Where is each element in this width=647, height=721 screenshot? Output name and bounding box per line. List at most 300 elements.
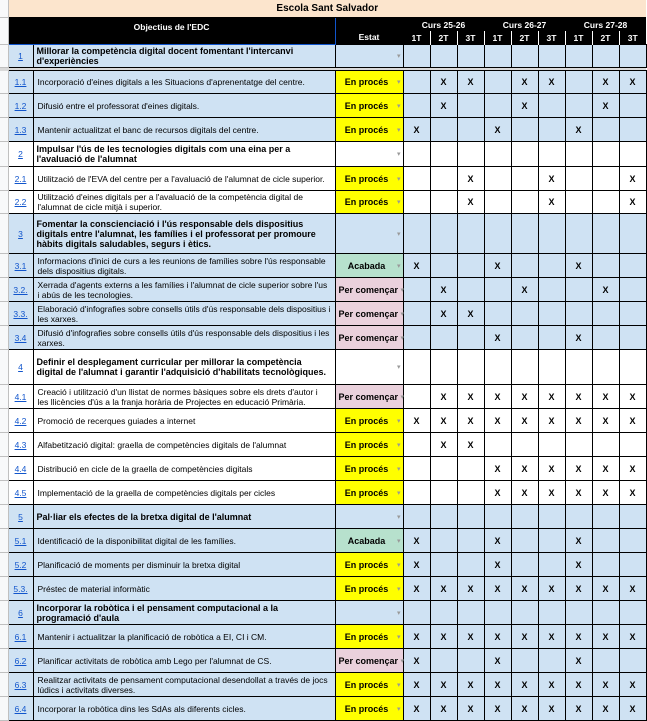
row-header[interactable] (0, 142, 8, 167)
quarter-mark-cell[interactable]: X (592, 481, 619, 505)
quarter-mark-cell[interactable] (403, 505, 430, 529)
quarter-mark-cell[interactable] (592, 529, 619, 553)
quarter-mark-cell[interactable] (565, 302, 592, 326)
item-number-link[interactable]: 6 (18, 607, 23, 618)
quarter-mark-cell[interactable] (457, 350, 484, 385)
item-number-link[interactable]: 6.4 (14, 703, 27, 714)
status-dropdown[interactable] (335, 697, 403, 721)
item-number-link[interactable]: 1 (18, 51, 23, 61)
quarter-mark-cell[interactable]: X (592, 71, 619, 94)
status-dropdown[interactable] (335, 457, 403, 481)
quarter-mark-cell[interactable] (592, 553, 619, 577)
quarter-mark-cell[interactable] (511, 118, 538, 142)
quarter-mark-cell[interactable]: X (565, 457, 592, 481)
quarter-mark-cell[interactable]: X (403, 697, 430, 721)
quarter-mark-cell[interactable] (457, 118, 484, 142)
quarter-mark-cell[interactable]: X (619, 457, 646, 481)
item-description[interactable]: Identificació de la disponibilitat digital de les famílies. (33, 529, 335, 553)
row-header[interactable] (0, 385, 8, 409)
quarter-mark-cell[interactable] (511, 649, 538, 673)
quarter-mark-cell[interactable] (484, 433, 511, 457)
quarter-mark-cell[interactable] (484, 350, 511, 385)
quarter-mark-cell[interactable]: X (538, 457, 565, 481)
quarter-mark-cell[interactable]: X (592, 385, 619, 409)
item-description[interactable]: Fomentar la conscienciació i l'ús responsable dels dispositius digitals entre l'alumnat, les famílies i el professorat per promoure hàbits digitals saludables, segurs i ètics. (33, 214, 335, 254)
quarter-mark-cell[interactable] (457, 326, 484, 350)
dropdown-arrow-icon[interactable]: ▾ (400, 657, 405, 665)
item-description[interactable]: Informacions d'inici de curs a les reunions de famílies sobre l'ús responsable dels dispositius digitals. (33, 254, 335, 278)
status-dropdown[interactable] (335, 625, 403, 649)
quarter-mark-cell[interactable] (511, 191, 538, 214)
quarter-mark-cell[interactable] (538, 214, 565, 254)
item-number-link[interactable]: 5.3. (13, 583, 28, 594)
quarter-mark-cell[interactable]: X (619, 71, 646, 94)
quarter-mark-cell[interactable] (403, 142, 430, 167)
quarter-mark-cell[interactable] (403, 326, 430, 350)
dropdown-arrow-icon[interactable]: ▾ (396, 585, 401, 593)
quarter-mark-cell[interactable]: X (430, 302, 457, 326)
quarter-mark-cell[interactable]: X (430, 71, 457, 94)
quarter-mark-cell[interactable]: X (511, 385, 538, 409)
quarter-mark-cell[interactable]: X (403, 673, 430, 697)
quarter-mark-cell[interactable] (484, 45, 511, 68)
quarter-mark-cell[interactable] (565, 167, 592, 191)
item-number-link[interactable]: 4.5 (14, 487, 27, 498)
quarter-mark-cell[interactable] (619, 601, 646, 625)
quarter-mark-cell[interactable]: X (538, 385, 565, 409)
status-dropdown[interactable] (335, 673, 403, 697)
quarter-mark-cell[interactable]: X (430, 385, 457, 409)
quarter-mark-cell[interactable] (565, 433, 592, 457)
quarter-mark-cell[interactable]: X (430, 409, 457, 433)
status-dropdown[interactable] (335, 278, 403, 302)
quarter-mark-cell[interactable] (565, 505, 592, 529)
quarter-mark-cell[interactable] (430, 142, 457, 167)
quarter-mark-cell[interactable] (457, 649, 484, 673)
quarter-mark-cell[interactable]: X (511, 71, 538, 94)
item-number-link[interactable]: 3.2. (13, 284, 28, 295)
quarter-mark-cell[interactable] (430, 45, 457, 68)
quarter-mark-cell[interactable]: X (511, 481, 538, 505)
quarter-mark-cell[interactable] (592, 118, 619, 142)
dropdown-arrow-icon[interactable]: ▾ (396, 681, 401, 689)
row-header[interactable] (0, 697, 8, 721)
row-header[interactable] (0, 625, 8, 649)
item-description[interactable]: Alfabetització digital: graella de competències digitals de l'alumnat (33, 433, 335, 457)
row-header[interactable] (0, 191, 8, 214)
quarter-mark-cell[interactable]: X (538, 409, 565, 433)
dropdown-arrow-icon[interactable]: ▾ (396, 230, 401, 238)
quarter-mark-cell[interactable]: X (457, 673, 484, 697)
quarter-mark-cell[interactable] (538, 254, 565, 278)
item-description[interactable]: Utilització de l'EVA del centre per a l'avaluació de l'alumnat de cicle superior. (33, 167, 335, 191)
quarter-mark-cell[interactable]: X (565, 118, 592, 142)
quarter-mark-cell[interactable] (538, 505, 565, 529)
quarter-mark-cell[interactable]: X (484, 529, 511, 553)
status-dropdown[interactable] (335, 45, 403, 68)
quarter-mark-cell[interactable] (565, 45, 592, 68)
status-dropdown[interactable] (335, 71, 403, 94)
quarter-mark-cell[interactable] (619, 94, 646, 118)
row-header[interactable] (0, 71, 8, 94)
quarter-mark-cell[interactable] (403, 433, 430, 457)
dropdown-arrow-icon[interactable]: ▾ (396, 262, 401, 270)
quarter-mark-cell[interactable] (457, 254, 484, 278)
item-number-link[interactable]: 2.1 (14, 173, 27, 184)
row-header[interactable] (0, 254, 8, 278)
quarter-mark-cell[interactable]: X (430, 697, 457, 721)
quarter-mark-cell[interactable]: X (457, 302, 484, 326)
quarter-mark-cell[interactable]: X (565, 481, 592, 505)
quarter-mark-cell[interactable] (538, 326, 565, 350)
quarter-mark-cell[interactable] (484, 302, 511, 326)
item-number-link[interactable]: 5.2 (14, 559, 27, 570)
item-description[interactable]: Implementació de la graella de competències digitals per cicles (33, 481, 335, 505)
quarter-mark-cell[interactable] (619, 649, 646, 673)
quarter-mark-cell[interactable] (619, 302, 646, 326)
quarter-mark-cell[interactable] (538, 118, 565, 142)
row-header[interactable] (0, 302, 8, 326)
quarter-mark-cell[interactable] (565, 191, 592, 214)
row-header[interactable] (0, 577, 8, 601)
quarter-mark-cell[interactable]: X (403, 118, 430, 142)
quarter-mark-cell[interactable]: X (592, 697, 619, 721)
quarter-mark-cell[interactable]: X (592, 278, 619, 302)
quarter-mark-cell[interactable] (403, 385, 430, 409)
quarter-mark-cell[interactable]: X (457, 167, 484, 191)
quarter-mark-cell[interactable]: X (484, 673, 511, 697)
status-dropdown[interactable] (335, 649, 403, 673)
quarter-mark-cell[interactable]: X (592, 673, 619, 697)
quarter-mark-cell[interactable]: X (565, 673, 592, 697)
dropdown-arrow-icon[interactable]: ▾ (396, 465, 401, 473)
quarter-mark-cell[interactable] (592, 142, 619, 167)
quarter-mark-cell[interactable] (403, 350, 430, 385)
quarter-mark-cell[interactable] (403, 167, 430, 191)
quarter-mark-cell[interactable] (619, 350, 646, 385)
item-description[interactable]: Definir el desplegament curricular per millorar la competència digital de l'alumnat i garantir l'adquisició d'habilitats tecnològiques. (33, 350, 335, 385)
quarter-mark-cell[interactable] (403, 457, 430, 481)
quarter-mark-cell[interactable] (538, 529, 565, 553)
quarter-mark-cell[interactable]: X (457, 191, 484, 214)
quarter-mark-cell[interactable] (511, 302, 538, 326)
quarter-mark-cell[interactable]: X (619, 673, 646, 697)
status-dropdown[interactable] (335, 553, 403, 577)
quarter-mark-cell[interactable]: X (484, 649, 511, 673)
dropdown-arrow-icon[interactable]: ▾ (400, 334, 405, 342)
quarter-mark-cell[interactable]: X (511, 673, 538, 697)
row-header[interactable] (0, 457, 8, 481)
item-description[interactable]: Utilització d'eines digitals per a l'avaluació de la competència digital de l'alumnat de cicle mitjà i superior. (33, 191, 335, 214)
status-dropdown[interactable] (335, 433, 403, 457)
quarter-mark-cell[interactable]: X (511, 409, 538, 433)
row-header[interactable] (0, 167, 8, 191)
quarter-mark-cell[interactable] (592, 601, 619, 625)
quarter-mark-cell[interactable]: X (538, 697, 565, 721)
quarter-mark-cell[interactable] (511, 142, 538, 167)
quarter-mark-cell[interactable]: X (511, 625, 538, 649)
status-dropdown[interactable] (335, 254, 403, 278)
quarter-mark-cell[interactable] (565, 350, 592, 385)
row-header[interactable] (0, 45, 8, 68)
dropdown-arrow-icon[interactable]: ▾ (396, 79, 401, 86)
dropdown-arrow-icon[interactable]: ▾ (396, 151, 401, 158)
quarter-mark-cell[interactable]: X (511, 697, 538, 721)
quarter-mark-cell[interactable] (430, 350, 457, 385)
item-description[interactable]: Realitzar activitats de pensament computacional desendollat a través de jocs lúdics i activitats diverses. (33, 673, 335, 697)
quarter-mark-cell[interactable] (457, 94, 484, 118)
quarter-mark-cell[interactable]: X (511, 577, 538, 601)
quarter-mark-cell[interactable] (511, 254, 538, 278)
quarter-mark-cell[interactable] (403, 45, 430, 68)
status-dropdown[interactable] (335, 350, 403, 385)
quarter-mark-cell[interactable]: X (619, 167, 646, 191)
row-header[interactable] (0, 214, 8, 254)
dropdown-arrow-icon[interactable]: ▾ (396, 199, 401, 206)
dropdown-arrow-icon[interactable]: ▾ (396, 633, 401, 641)
dropdown-arrow-icon[interactable]: ▾ (396, 537, 401, 545)
quarter-mark-cell[interactable] (592, 350, 619, 385)
quarter-mark-cell[interactable] (619, 278, 646, 302)
quarter-mark-cell[interactable] (403, 214, 430, 254)
quarter-mark-cell[interactable] (619, 45, 646, 68)
quarter-mark-cell[interactable] (565, 601, 592, 625)
quarter-mark-cell[interactable]: X (565, 385, 592, 409)
quarter-mark-cell[interactable] (430, 649, 457, 673)
quarter-mark-cell[interactable]: X (565, 577, 592, 601)
quarter-mark-cell[interactable] (484, 191, 511, 214)
quarter-mark-cell[interactable] (538, 553, 565, 577)
quarter-mark-cell[interactable] (457, 214, 484, 254)
item-description[interactable]: Difusió entre el professorat d'eines digitals. (33, 94, 335, 118)
quarter-mark-cell[interactable]: X (565, 553, 592, 577)
quarter-mark-cell[interactable]: X (565, 697, 592, 721)
dropdown-arrow-icon[interactable]: ▾ (396, 175, 401, 183)
quarter-mark-cell[interactable] (592, 167, 619, 191)
quarter-mark-cell[interactable] (538, 649, 565, 673)
quarter-mark-cell[interactable] (592, 191, 619, 214)
quarter-mark-cell[interactable] (403, 601, 430, 625)
quarter-mark-cell[interactable] (511, 529, 538, 553)
quarter-mark-cell[interactable] (430, 601, 457, 625)
row-header[interactable] (0, 0, 8, 18)
item-number-link[interactable]: 4.4 (14, 463, 27, 474)
status-dropdown[interactable] (335, 409, 403, 433)
item-description[interactable]: Impulsar l'ús de les tecnologies digitals com una eina per a l'avaluació de l'alumnat (33, 142, 335, 167)
quarter-mark-cell[interactable]: X (403, 254, 430, 278)
quarter-mark-cell[interactable]: X (619, 577, 646, 601)
status-dropdown[interactable] (335, 118, 403, 142)
quarter-mark-cell[interactable]: X (619, 697, 646, 721)
quarter-mark-cell[interactable] (430, 191, 457, 214)
quarter-mark-cell[interactable] (592, 214, 619, 254)
item-number-link[interactable]: 6.3 (14, 679, 27, 690)
status-dropdown[interactable] (335, 505, 403, 529)
quarter-mark-cell[interactable] (538, 601, 565, 625)
dropdown-arrow-icon[interactable]: ▾ (396, 102, 401, 110)
quarter-mark-cell[interactable]: X (484, 457, 511, 481)
item-number-link[interactable]: 4.3 (14, 439, 27, 450)
item-number-link[interactable]: 5.1 (14, 535, 27, 546)
quarter-mark-cell[interactable]: X (565, 326, 592, 350)
quarter-mark-cell[interactable]: X (484, 481, 511, 505)
item-number-link[interactable]: 4.1 (14, 391, 27, 402)
item-description[interactable]: Incorporar la robòtica dins les SdAs als diferents cicles. (33, 697, 335, 721)
status-dropdown[interactable] (335, 481, 403, 505)
item-description[interactable]: Mantenir i actualitzar la planificació de robòtica a EI, CI i CM. (33, 625, 335, 649)
quarter-mark-cell[interactable]: X (538, 577, 565, 601)
quarter-mark-cell[interactable] (619, 529, 646, 553)
item-number-link[interactable]: 6.2 (14, 655, 27, 666)
item-description[interactable]: Creació i utilització d'un llistat de normes bàsiques sobre els drets d'autor i les llicències d'ús a la franja horària de Projectes en educació Primària. (33, 385, 335, 409)
quarter-mark-cell[interactable]: X (457, 577, 484, 601)
quarter-mark-cell[interactable] (403, 278, 430, 302)
quarter-mark-cell[interactable] (592, 433, 619, 457)
row-header[interactable] (0, 505, 8, 529)
item-description[interactable]: Mantenir actualitzat el banc de recursos digitals del centre. (33, 118, 335, 142)
item-number-link[interactable]: 6.1 (14, 631, 27, 642)
quarter-mark-cell[interactable] (457, 601, 484, 625)
quarter-mark-cell[interactable] (619, 254, 646, 278)
quarter-mark-cell[interactable]: X (403, 577, 430, 601)
quarter-mark-cell[interactable] (430, 326, 457, 350)
row-header[interactable] (0, 433, 8, 457)
quarter-mark-cell[interactable] (484, 278, 511, 302)
dropdown-arrow-icon[interactable]: ▾ (400, 310, 405, 318)
quarter-mark-cell[interactable]: X (538, 481, 565, 505)
item-number-link[interactable]: 2 (18, 149, 23, 159)
item-number-link[interactable]: 3.3. (13, 308, 28, 319)
quarter-mark-cell[interactable] (538, 278, 565, 302)
quarter-mark-cell[interactable] (484, 505, 511, 529)
quarter-mark-cell[interactable] (457, 553, 484, 577)
quarter-mark-cell[interactable]: X (619, 625, 646, 649)
quarter-mark-cell[interactable]: X (484, 553, 511, 577)
quarter-mark-cell[interactable]: X (565, 625, 592, 649)
item-description[interactable]: Distribució en cicle de la graella de competències digitals (33, 457, 335, 481)
dropdown-arrow-icon[interactable]: ▾ (396, 441, 401, 449)
quarter-mark-cell[interactable] (511, 433, 538, 457)
item-description[interactable]: Planificació de moments per disminuir la bretxa digital (33, 553, 335, 577)
quarter-mark-cell[interactable] (538, 350, 565, 385)
dropdown-arrow-icon[interactable]: ▾ (400, 286, 405, 294)
dropdown-arrow-icon[interactable]: ▾ (396, 561, 401, 569)
quarter-mark-cell[interactable]: X (592, 409, 619, 433)
row-header[interactable] (0, 18, 8, 45)
quarter-mark-cell[interactable] (457, 457, 484, 481)
quarter-mark-cell[interactable] (430, 254, 457, 278)
status-dropdown[interactable] (335, 191, 403, 214)
quarter-mark-cell[interactable] (592, 45, 619, 68)
quarter-mark-cell[interactable]: X (484, 118, 511, 142)
quarter-mark-cell[interactable] (511, 553, 538, 577)
quarter-mark-cell[interactable]: X (538, 191, 565, 214)
quarter-mark-cell[interactable] (484, 214, 511, 254)
quarter-mark-cell[interactable] (430, 529, 457, 553)
quarter-mark-cell[interactable] (538, 45, 565, 68)
item-description[interactable]: Incorporar la robòtica i el pensament computacional a la programació d'aula (33, 601, 335, 625)
quarter-mark-cell[interactable] (538, 142, 565, 167)
quarter-mark-cell[interactable]: X (430, 94, 457, 118)
quarter-mark-cell[interactable]: X (430, 278, 457, 302)
quarter-mark-cell[interactable] (511, 326, 538, 350)
quarter-mark-cell[interactable] (592, 254, 619, 278)
quarter-mark-cell[interactable]: X (430, 577, 457, 601)
quarter-mark-cell[interactable]: X (457, 433, 484, 457)
dropdown-arrow-icon[interactable]: ▾ (396, 513, 401, 521)
quarter-mark-cell[interactable] (403, 191, 430, 214)
item-description[interactable]: Promoció de recerques guiades a internet (33, 409, 335, 433)
row-header[interactable] (0, 481, 8, 505)
quarter-mark-cell[interactable]: X (619, 191, 646, 214)
quarter-mark-cell[interactable]: X (592, 94, 619, 118)
quarter-mark-cell[interactable]: X (430, 673, 457, 697)
quarter-mark-cell[interactable] (538, 302, 565, 326)
quarter-mark-cell[interactable]: X (457, 625, 484, 649)
quarter-mark-cell[interactable]: X (592, 625, 619, 649)
row-header[interactable] (0, 673, 8, 697)
quarter-mark-cell[interactable]: X (538, 71, 565, 94)
status-dropdown[interactable] (335, 601, 403, 625)
dropdown-arrow-icon[interactable]: ▾ (396, 489, 401, 497)
quarter-mark-cell[interactable] (592, 505, 619, 529)
quarter-mark-cell[interactable] (457, 481, 484, 505)
quarter-mark-cell[interactable]: X (484, 577, 511, 601)
item-description[interactable]: Elaboració d'infografies sobre consells útils d'ús responsable dels dispositius i les xarxes. (33, 302, 335, 326)
item-number-link[interactable]: 2.2 (14, 197, 27, 207)
quarter-mark-cell[interactable] (430, 481, 457, 505)
item-description[interactable]: Difusió d'infografies sobre consells útils d'ús responsable dels dispositius i les xarxes. (33, 326, 335, 350)
status-dropdown[interactable] (335, 326, 403, 350)
row-header[interactable] (0, 649, 8, 673)
quarter-mark-cell[interactable] (430, 167, 457, 191)
quarter-mark-cell[interactable] (511, 167, 538, 191)
item-number-link[interactable]: 1.1 (14, 77, 27, 87)
status-dropdown[interactable] (335, 385, 403, 409)
status-dropdown[interactable] (335, 214, 403, 254)
quarter-mark-cell[interactable]: X (592, 457, 619, 481)
row-header[interactable] (0, 409, 8, 433)
quarter-mark-cell[interactable] (592, 326, 619, 350)
item-description[interactable]: Préstec de material informàtic (33, 577, 335, 601)
row-header[interactable] (0, 94, 8, 118)
item-description[interactable]: Millorar la competència digital docent fomentant l'intercanvi d'experiències (33, 45, 335, 68)
status-dropdown[interactable] (335, 94, 403, 118)
quarter-mark-cell[interactable] (430, 214, 457, 254)
quarter-mark-cell[interactable] (619, 142, 646, 167)
status-dropdown[interactable] (335, 142, 403, 167)
quarter-mark-cell[interactable] (457, 278, 484, 302)
dropdown-arrow-icon[interactable]: ▾ (396, 53, 401, 60)
quarter-mark-cell[interactable] (511, 350, 538, 385)
quarter-mark-cell[interactable] (565, 94, 592, 118)
quarter-mark-cell[interactable]: X (619, 481, 646, 505)
quarter-mark-cell[interactable]: X (457, 697, 484, 721)
quarter-mark-cell[interactable] (484, 601, 511, 625)
quarter-mark-cell[interactable] (538, 433, 565, 457)
dropdown-arrow-icon[interactable]: ▾ (396, 364, 401, 371)
quarter-mark-cell[interactable] (457, 529, 484, 553)
quarter-mark-cell[interactable] (565, 214, 592, 254)
quarter-mark-cell[interactable] (619, 326, 646, 350)
quarter-mark-cell[interactable] (538, 94, 565, 118)
dropdown-arrow-icon[interactable]: ▾ (400, 393, 405, 401)
quarter-mark-cell[interactable] (457, 45, 484, 68)
quarter-mark-cell[interactable]: X (457, 71, 484, 94)
quarter-mark-cell[interactable]: X (403, 553, 430, 577)
status-dropdown[interactable] (335, 529, 403, 553)
quarter-mark-cell[interactable]: X (619, 385, 646, 409)
